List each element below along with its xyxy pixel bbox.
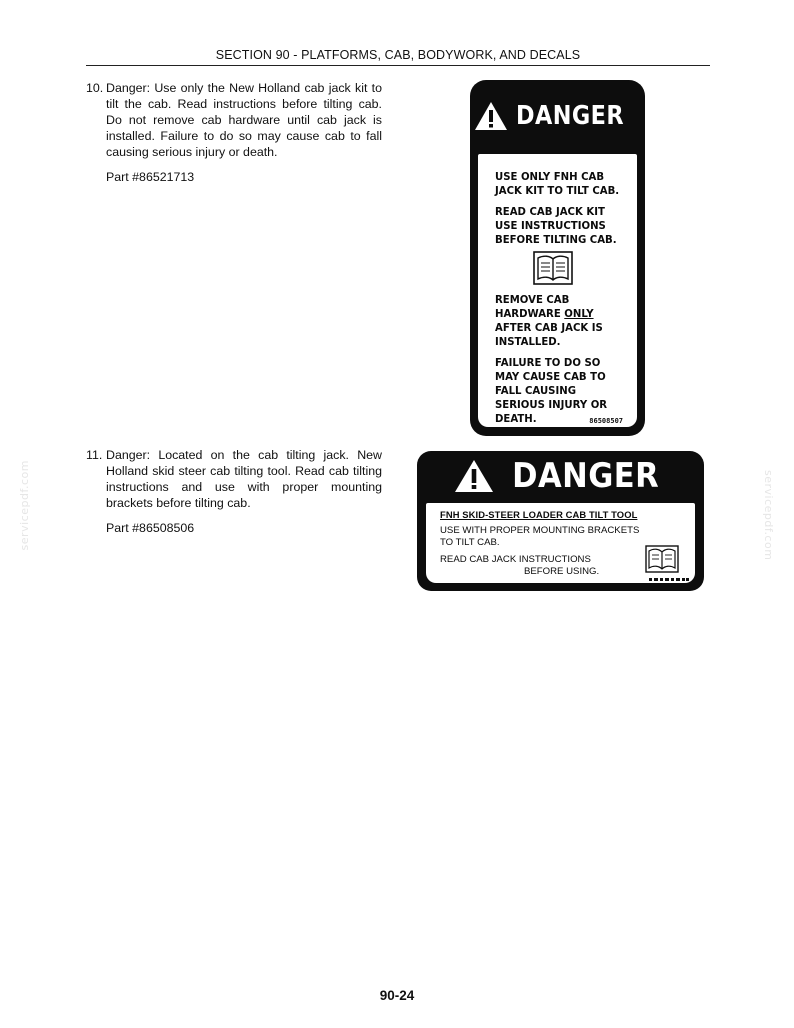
decal-line: USE INSTRUCTIONS: [495, 219, 606, 232]
decal-line: READ CAB JACK KIT: [495, 205, 605, 218]
item-description: Danger: Located on the cab tilting jack. New Holland skid steer cab tilting tool. Read cab tilting instructions and use with proper mounting brackets before tilting cab.: [106, 448, 382, 510]
decal-line: INSTALLED.: [495, 335, 561, 348]
decal-line: READ CAB JACK INSTRUCTIONS: [440, 554, 591, 565]
warning-triangle-icon: [454, 459, 494, 493]
book-icon: [645, 545, 679, 573]
item-number: 10.: [86, 81, 104, 95]
decal-line: [495, 307, 594, 321]
decal-code: 86508507: [589, 417, 623, 425]
item-11: [86, 447, 382, 536]
decal-header: [470, 80, 645, 152]
decal-line: MAY CAUSE CAB TO: [495, 370, 606, 383]
item-description: Danger: Use only the New Holland cab jack kit to tilt the cab. Read instructions before tilting cab. Do not remove cab hardware until cab jack is installed. Failure to do so may cause cab to fall causing serious injury or death.: [106, 81, 382, 159]
item-10: [86, 80, 382, 185]
decal-line: TO TILT CAB.: [440, 537, 500, 548]
section-header: SECTION 90 - PLATFORMS, CAB, BODYWORK, AND DECALS: [215, 48, 581, 62]
decal-line-part: HARDWARE: [495, 307, 565, 320]
decal-line: USE WITH PROPER MOUNTING BRACKETS: [440, 525, 640, 536]
decal-line: BEFORE USING.: [524, 566, 600, 577]
danger-label: DANGER: [512, 456, 659, 496]
book-icon: [533, 251, 573, 285]
page-number: 90-24: [379, 988, 415, 1003]
watermark-right: servicepdf.com: [762, 470, 775, 561]
danger-decal-cab-jack: [470, 80, 645, 436]
decal-emphasis: ONLY: [564, 307, 594, 320]
decal-panel: [478, 154, 637, 427]
decal-line: AFTER CAB JACK IS: [495, 321, 603, 334]
decal-header: [417, 451, 704, 501]
decal-line: USE ONLY FNH CAB: [495, 170, 605, 183]
decal-title: FNH SKID-STEER LOADER CAB TILT TOOL: [440, 509, 638, 520]
decal-line: FALL CAUSING: [495, 384, 577, 397]
danger-decal-cab-tilt-tool: [417, 451, 704, 591]
decal-line: BEFORE TILTING CAB.: [495, 233, 617, 246]
decal-panel: [426, 503, 695, 583]
part-number: Part #86521713: [106, 170, 195, 184]
item-number: 11.: [86, 448, 103, 462]
decal-line: REMOVE CAB: [495, 293, 570, 306]
part-number: Part #86508506: [106, 521, 195, 535]
decal-line: FAILURE TO DO SO: [495, 356, 601, 369]
header-rule: [86, 65, 710, 66]
decal-line: JACK KIT TO TILT CAB.: [495, 184, 620, 197]
decal-code-mark: [649, 577, 689, 582]
warning-triangle-icon: [474, 101, 508, 131]
decal-line: DEATH.: [495, 412, 537, 425]
decal-line: SERIOUS INJURY OR: [495, 398, 608, 411]
danger-label: DANGER: [515, 101, 624, 131]
watermark-left: servicepdf.com: [18, 460, 31, 551]
